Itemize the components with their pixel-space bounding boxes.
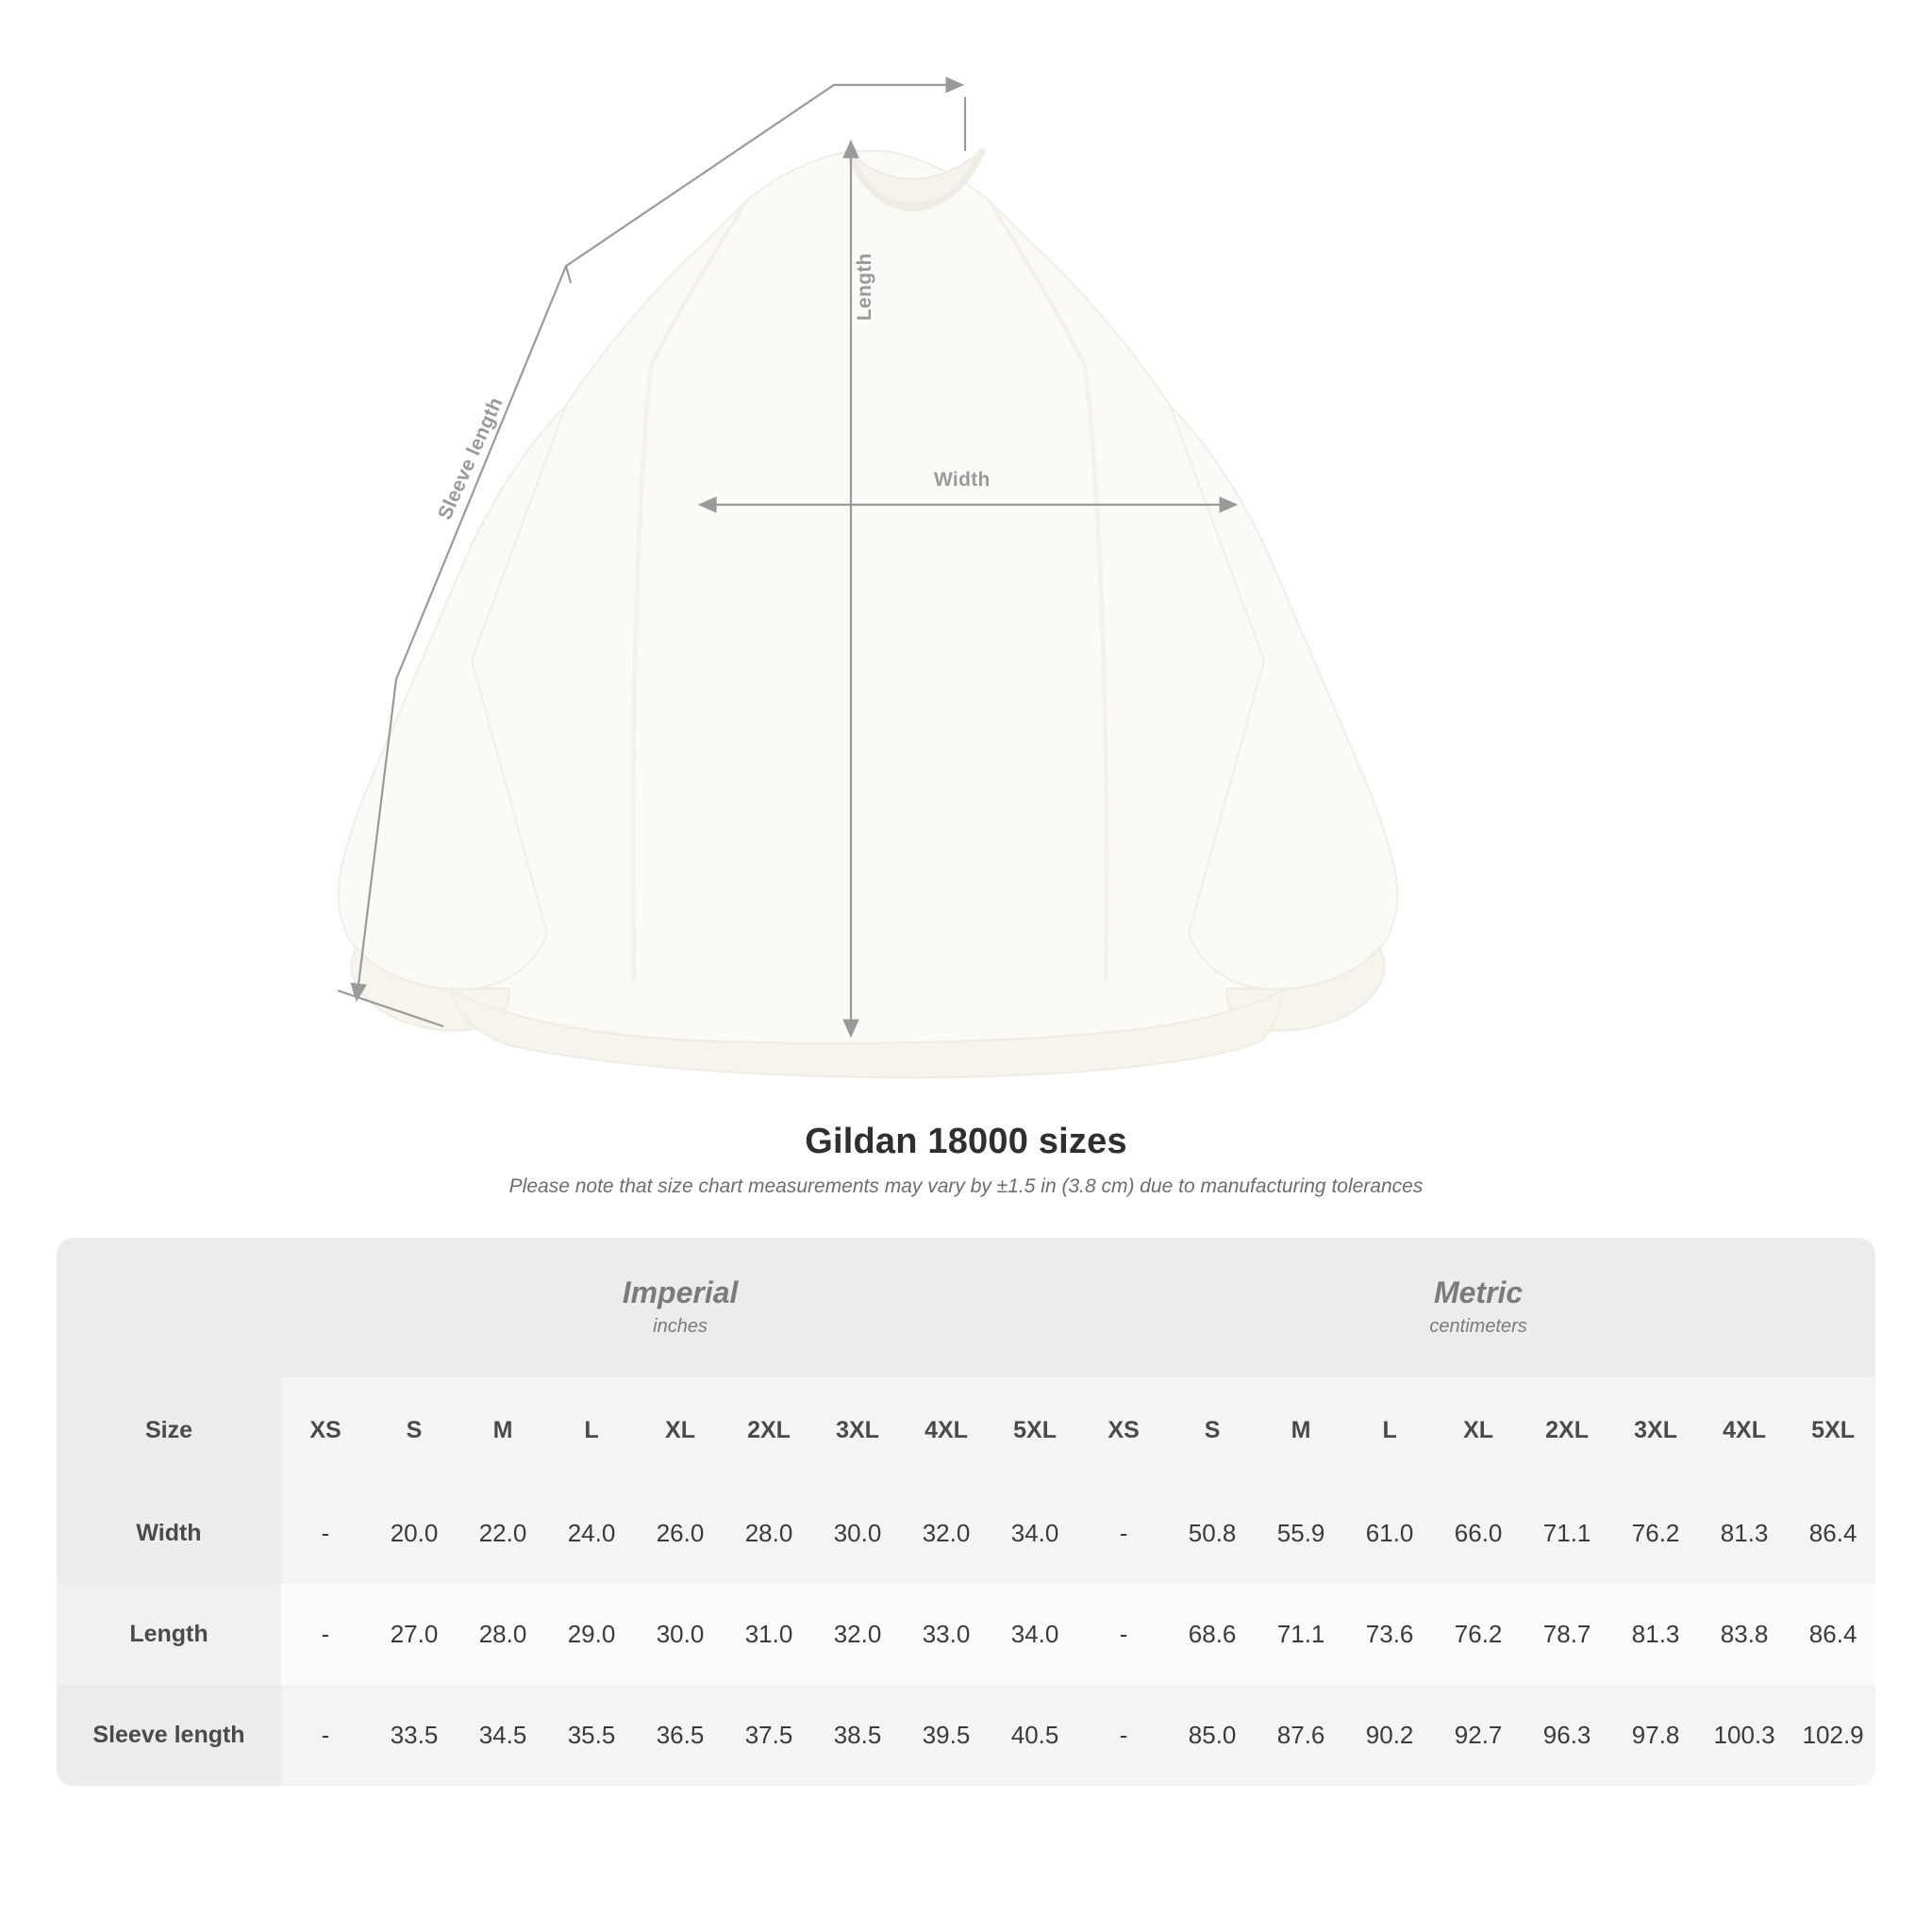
size-table: [57, 1238, 1875, 1786]
width-metric-4xl: 81.3: [1700, 1483, 1789, 1584]
length-imperial-3xl: 32.0: [813, 1584, 902, 1685]
sleeve-metric-2xl: 96.3: [1523, 1685, 1611, 1786]
width-imperial-m: 22.0: [458, 1483, 547, 1584]
sleeve-imperial-l: 35.5: [547, 1685, 636, 1786]
header-imperial-5xl: 5XL: [991, 1377, 1079, 1483]
length-guide-label: Length: [854, 253, 875, 321]
header-imperial-xs: XS: [281, 1377, 370, 1483]
tolerance-note: Please note that size chart measurements may vary by ±1.5 in (3.8 cm) due to manufacturing tolerances: [508, 1175, 1424, 1197]
sleeve-imperial-xs: -: [281, 1685, 370, 1786]
unit-imperial-name: Imperial: [622, 1275, 739, 1309]
sleeve-metric-l: 90.2: [1345, 1685, 1434, 1786]
header-imperial-2xl: 2XL: [724, 1377, 813, 1483]
width-imperial-xl: 26.0: [636, 1483, 724, 1584]
length-imperial-l: 29.0: [547, 1584, 636, 1685]
sleeve-imperial-m: 34.5: [458, 1685, 547, 1786]
width-imperial-5xl: 34.0: [991, 1483, 1079, 1584]
row-label-length: Length: [57, 1584, 281, 1685]
header-imperial-3xl: 3XL: [813, 1377, 902, 1483]
header-imperial-xl: XL: [636, 1377, 724, 1483]
table-row-sleeve-length: [57, 1685, 1875, 1786]
sleeve-metric-5xl: 102.9: [1789, 1685, 1875, 1786]
header-metric-m: M: [1257, 1377, 1345, 1483]
length-metric-m: 71.1: [1257, 1584, 1345, 1685]
sleeve-metric-4xl: 100.3: [1700, 1685, 1789, 1786]
row-label-width: Width: [57, 1483, 281, 1584]
length-imperial-5xl: 34.0: [991, 1584, 1079, 1685]
sleeve-metric-m: 87.6: [1257, 1685, 1345, 1786]
length-metric-xl: 76.2: [1434, 1584, 1523, 1685]
table-row-length: [57, 1584, 1875, 1685]
unit-metric-cell: [1079, 1238, 1875, 1377]
sleeve-length-guide-label: Sleeve length: [434, 393, 508, 524]
unit-imperial-sub: inches: [653, 1316, 708, 1337]
sleeve-metric-s: 85.0: [1168, 1685, 1257, 1786]
length-metric-xs: -: [1079, 1584, 1168, 1685]
length-metric-2xl: 78.7: [1523, 1584, 1611, 1685]
width-guide-label: Width: [934, 469, 991, 491]
size-header-row: [57, 1377, 1875, 1483]
unit-metric-name: Metric: [1433, 1275, 1524, 1309]
width-imperial-xs: -: [281, 1483, 370, 1584]
header-metric-l: L: [1345, 1377, 1434, 1483]
length-metric-3xl: 81.3: [1611, 1584, 1700, 1685]
width-metric-2xl: 71.1: [1523, 1483, 1611, 1584]
page-title: Gildan 18000 sizes: [805, 1122, 1127, 1161]
length-imperial-4xl: 33.0: [902, 1584, 991, 1685]
header-imperial-l: L: [547, 1377, 636, 1483]
header-metric-xs: XS: [1079, 1377, 1168, 1483]
width-metric-xl: 66.0: [1434, 1483, 1523, 1584]
header-metric-2xl: 2XL: [1523, 1377, 1611, 1483]
width-imperial-s: 20.0: [370, 1483, 458, 1584]
width-metric-m: 55.9: [1257, 1483, 1345, 1584]
length-imperial-m: 28.0: [458, 1584, 547, 1685]
header-imperial-s: S: [370, 1377, 458, 1483]
length-imperial-s: 27.0: [370, 1584, 458, 1685]
unit-imperial-cell: [281, 1238, 1079, 1377]
header-metric-4xl: 4XL: [1700, 1377, 1789, 1483]
length-metric-s: 68.6: [1168, 1584, 1257, 1685]
width-metric-l: 61.0: [1345, 1483, 1434, 1584]
size-header-label: Size: [57, 1377, 281, 1483]
length-metric-l: 73.6: [1345, 1584, 1434, 1685]
header-metric-3xl: 3XL: [1611, 1377, 1700, 1483]
width-metric-5xl: 86.4: [1789, 1483, 1875, 1584]
sleeve-imperial-xl: 36.5: [636, 1685, 724, 1786]
width-metric-s: 50.8: [1168, 1483, 1257, 1584]
sleeve-metric-xs: -: [1079, 1685, 1168, 1786]
unit-metric-sub: centimeters: [1429, 1316, 1527, 1337]
sleeve-metric-3xl: 97.8: [1611, 1685, 1700, 1786]
sleeve-imperial-s: 33.5: [370, 1685, 458, 1786]
width-imperial-l: 24.0: [547, 1483, 636, 1584]
unit-header-spacer: [57, 1238, 281, 1377]
title-block: [0, 1122, 1932, 1198]
length-imperial-2xl: 31.0: [724, 1584, 813, 1685]
length-imperial-xs: -: [281, 1584, 370, 1685]
width-metric-xs: -: [1079, 1483, 1168, 1584]
header-metric-xl: XL: [1434, 1377, 1523, 1483]
header-metric-5xl: 5XL: [1789, 1377, 1875, 1483]
width-metric-3xl: 76.2: [1611, 1483, 1700, 1584]
length-metric-4xl: 83.8: [1700, 1584, 1789, 1685]
width-imperial-2xl: 28.0: [724, 1483, 813, 1584]
length-metric-5xl: 86.4: [1789, 1584, 1875, 1685]
table-row-width: [57, 1483, 1875, 1584]
sleeve-imperial-2xl: 37.5: [724, 1685, 813, 1786]
size-table-wrapper: [57, 1238, 1875, 1786]
sleeve-imperial-4xl: 39.5: [902, 1685, 991, 1786]
header-imperial-m: M: [458, 1377, 547, 1483]
width-imperial-3xl: 30.0: [813, 1483, 902, 1584]
width-imperial-4xl: 32.0: [902, 1483, 991, 1584]
header-metric-s: S: [1168, 1377, 1257, 1483]
length-imperial-xl: 30.0: [636, 1584, 724, 1685]
unit-header-row: [57, 1238, 1875, 1377]
row-label-sleeve-length: Sleeve length: [57, 1685, 281, 1786]
sleeve-metric-xl: 92.7: [1434, 1685, 1523, 1786]
header-imperial-4xl: 4XL: [902, 1377, 991, 1483]
sleeve-imperial-3xl: 38.5: [813, 1685, 902, 1786]
sleeve-imperial-5xl: 40.5: [991, 1685, 1079, 1786]
